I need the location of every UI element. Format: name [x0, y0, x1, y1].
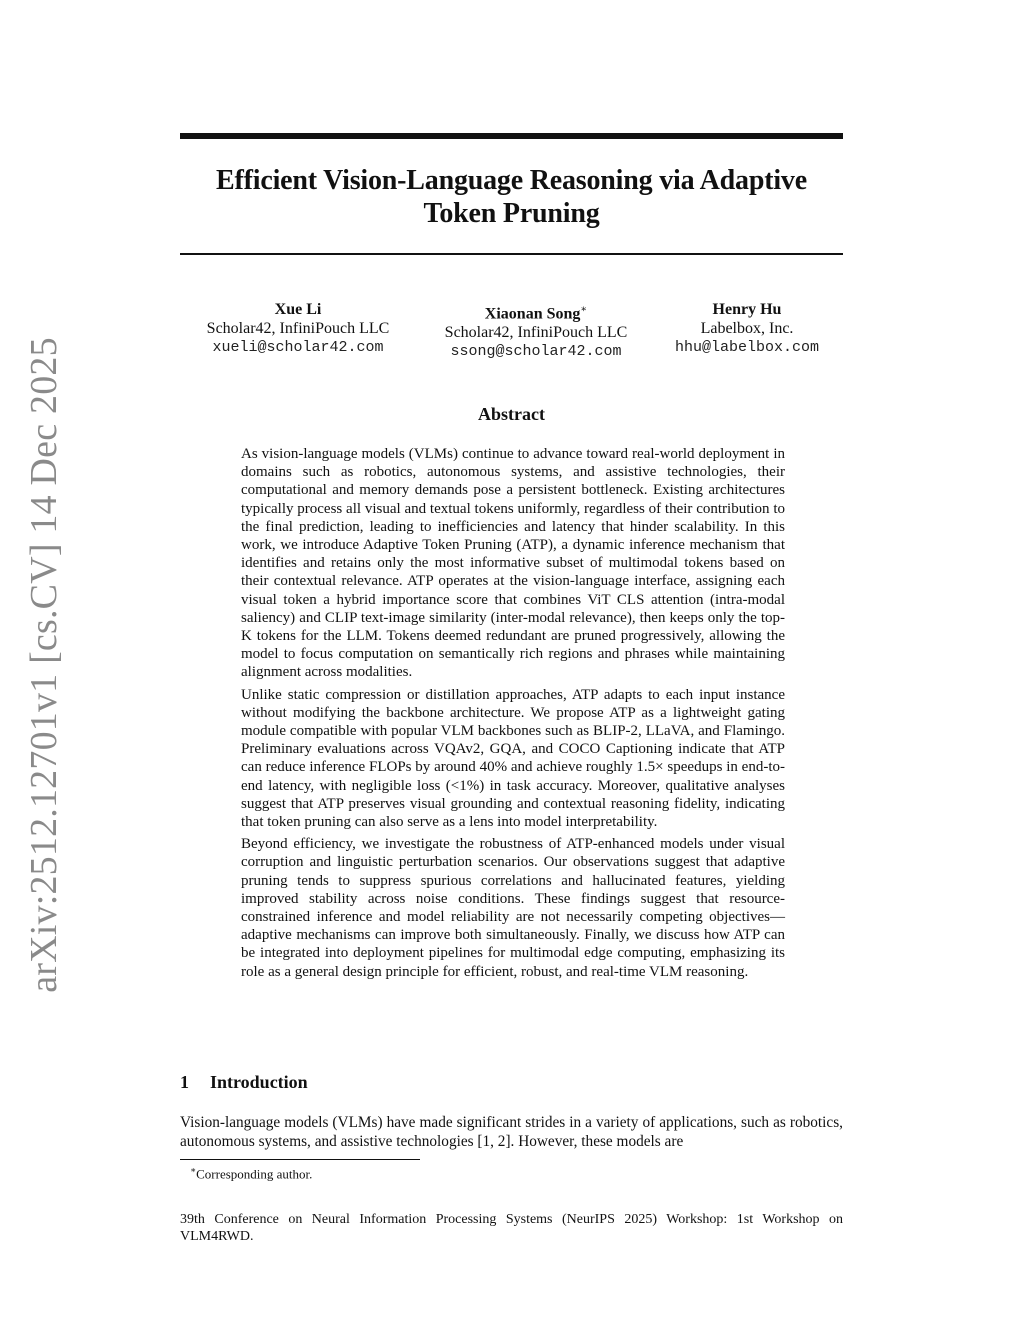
paper-title: Efficient Vision-Language Reasoning via Adaptive Token Pruning: [216, 165, 807, 229]
author-email[interactable]: hhu@labelbox.com: [674, 339, 820, 356]
section-number: 1: [180, 1072, 189, 1092]
author-name: Henry Hu: [712, 301, 782, 318]
abstract-body: [241, 445, 785, 985]
venue-note: 39th Conference on Neural Information Processing Systems (NeurIPS 2025) Workshop: 1st Workshop on VLM4RWD.: [180, 1212, 843, 1244]
abstract-paragraph-1: As vision-language models (VLMs) continue to advance toward real-world deployment in domains such as robotics, autonomous systems, and assistive technologies, their computational and memory demands pose a persistent bottleneck. Existing architectures typically process all visual and textual tokens uniformly, regardless of their contribution to the final prediction, leading to inefficiencies and latency that hinder scalability. In this work, we introduce Adaptive Token Pruning (ATP), a dynamic inference mechanism that identifies and retains only the most informative subset of multimodal tokens based on their contextual relevance. ATP operates at the vision-language interface, assigning each visual token a hybrid importance score that combines ViT CLS attention (intra-modal saliency) and CLIP text-image similarity (inter-modal relevance), then keeps only the top-K tokens for the LLM. Tokens deemed redundant are pruned progressively, allowing the model to focus computation on semantically rich regions and phrases while maintaining alignment across modalities.: [241, 446, 785, 681]
author-1: [198, 300, 398, 358]
footnote-rule: [180, 1159, 420, 1160]
section-heading: [180, 1072, 308, 1093]
author-affiliation: Scholar42, InfiniPouch LLC: [444, 324, 628, 342]
footnote: [190, 1162, 312, 1182]
author-email[interactable]: xueli@scholar42.com: [212, 339, 384, 356]
arxiv-identifier: arXiv:2512.12701v1 [cs.CV] 14 Dec 2025: [23, 337, 65, 993]
author-affiliation: Scholar42, InfiniPouch LLC: [206, 320, 390, 337]
footnote-mark: ∗: [190, 1165, 197, 1175]
author-3: [657, 300, 837, 358]
abstract-paragraph-3: Beyond efficiency, we investigate the robustness of ATP-enhanced models under visual corruption and linguistic perturbation scenarios. Our observations suggest that adaptive pruning tends to suppress spurious correlations and hallucinated features, yielding improved stability across noise conditions. These findings suggest that resource-constrained inference and model reliability are not necessarily competing objectives—adaptive mechanisms can improve both simultaneously. Finally, we discuss how ATP can be integrated into deployment pipelines for multimodal edge computing, emphasizing its role as a general design principle for efficient, robust, and real-time VLM reasoning.: [241, 836, 785, 980]
abstract-paragraph-2: Unlike static compression or distillation approaches, ATP adapts to each input instance without modifying the backbone architecture. We propose ATP as a lightweight gating module compatible with popular VLM backbones such as BLIP-2, LLaVA, and Flamingo. Preliminary evaluations across VQAv2, GQA, and COCO Captioning indicate that ATP can reduce inference FLOPs by around 40% and achieve roughly 1.5× speedups in end-to-end latency, with negligible loss (<1%) in task accuracy. Moreover, qualitative analyses suggest that ATP preserves visual grounding and contextual reasoning fidelity, indicating that token pruning can also serve as a lens into model interpretability.: [241, 686, 785, 831]
author-email[interactable]: ssong@scholar42.com: [450, 343, 622, 361]
title-rule-top: [180, 133, 843, 139]
intro-paragraph: Vision-language models (VLMs) have made significant strides in a variety of applications, such as robotics, autonomous systems, and assistive technologies [1, 2]. However, these models are: [180, 1114, 843, 1150]
section-title: Introduction: [210, 1072, 308, 1092]
author-name: Xiaonan Song: [484, 305, 581, 323]
abstract-heading: Abstract: [478, 404, 545, 424]
intro-body: [180, 1113, 843, 1151]
corresponding-mark: ∗: [580, 304, 588, 315]
author-name: Xue Li: [274, 301, 322, 318]
author-affiliation: Labelbox, Inc.: [700, 320, 794, 337]
author-2: [436, 300, 636, 362]
title-rule-bottom: [180, 253, 843, 255]
footnote-text: Corresponding author.: [196, 1166, 313, 1182]
